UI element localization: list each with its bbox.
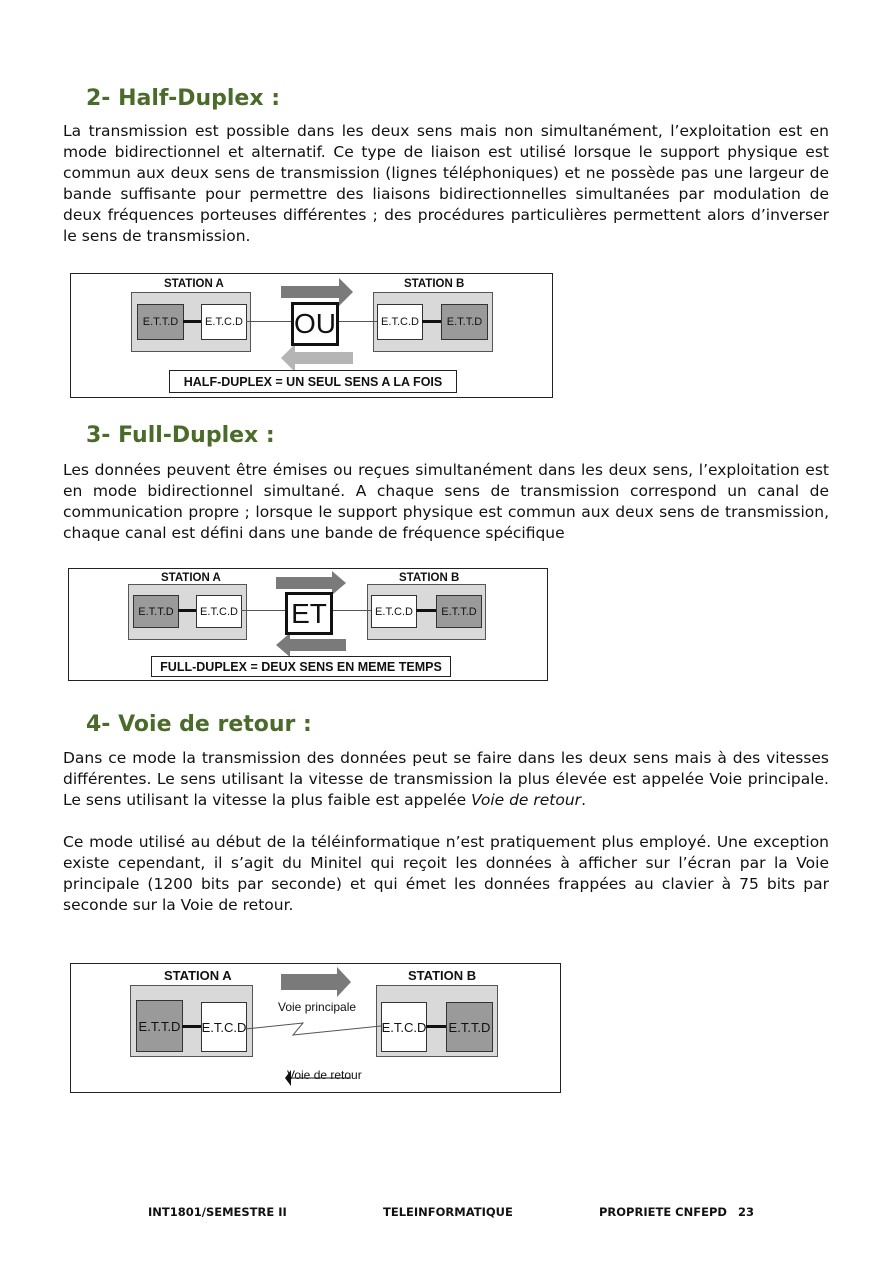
paragraph-voie-de-retour-1: Dans ce mode la transmission des données peut se faire dans les deux sens mais à des vitesses différentes. Le sens utilisant la vitesse de transmission la plus élevée est appelée Voie principale. Le sens utilisant la vitesse la plus faible est appelée Voie de retour.: [63, 749, 829, 809]
link-a: [183, 320, 201, 323]
station-b-label: STATION B: [404, 278, 465, 290]
ettd-b: E.T.T.D: [436, 595, 482, 628]
station-b-label: STATION B: [408, 968, 477, 983]
station-b-label: STATION B: [399, 572, 460, 584]
ettd-b: E.T.T.D: [441, 304, 488, 340]
etcd-b: E.T.C.D: [377, 304, 423, 340]
half-duplex-diagram: [70, 273, 553, 398]
voie-principale-label: Voie principale: [278, 1000, 357, 1014]
full-duplex-diagram: [68, 568, 548, 681]
link-b: [422, 320, 441, 323]
section-title-voie-de-retour: 4- Voie de retour :: [86, 712, 312, 737]
etcd-a: E.T.C.D: [201, 1002, 247, 1052]
full-duplex-caption: FULL-DUPLEX = DEUX SENS EN MEME TEMPS: [151, 656, 451, 677]
footer-subject: TELEINFORMATIQUE: [383, 1205, 513, 1219]
badge-et: ET: [285, 592, 333, 635]
ettd-a: E.T.T.D: [136, 1000, 183, 1052]
section-title-half-duplex: 2- Half-Duplex :: [86, 86, 280, 111]
paragraph-voie-de-retour-2: Ce mode utilisé au début de la téléinformatique n’est pratiquement plus employé. Une exception existe cependant, il s’agit du Minitel qui reçoit les données à afficher sur l’écran par la Voie principale (1200 bits par seconde) et qui émet les données frappées au clavier à 75 bits par seconde sur la Voie de retour.: [63, 833, 829, 914]
footer-course: INT1801/SEMESTRE II: [148, 1205, 287, 1219]
voie-de-retour-diagram: [70, 963, 561, 1093]
half-duplex-caption: HALF-DUPLEX = UN SEUL SENS A LA FOIS: [169, 370, 457, 393]
etcd-b: E.T.C.D: [381, 1002, 427, 1052]
link-a: [178, 609, 196, 612]
link-b: [426, 1025, 446, 1028]
voie-de-retour-label: Voie de retour: [287, 1068, 362, 1082]
voie-de-retour-italic: Voie de retour: [471, 791, 582, 809]
footer-owner: PROPRIETE CNFEPD: [599, 1205, 727, 1219]
ettd-b: E.T.T.D: [446, 1002, 493, 1052]
page-number: 23: [738, 1205, 755, 1219]
station-a-label: STATION A: [161, 572, 221, 584]
station-a-label: STATION A: [164, 278, 224, 290]
section-title-full-duplex: 3- Full-Duplex :: [86, 423, 275, 448]
link-a: [182, 1025, 201, 1028]
etcd-a: E.T.C.D: [201, 304, 247, 340]
paragraph-half-duplex: La transmission est possible dans les deux sens mais non simultanément, l’exploitation est en mode bidirectionnel et alternatif. Ce type de liaison est utilisé lorsque le support physique est commun aux deux sens de transmission (lignes téléphoniques) et ne possède pas une largeur de bande suffisante pour permettre des liaisons bidirectionnelles simultanées par modulation de deux fréquences porteuses différentes ; des procédures particulières permettent alors d’inverser le sens de transmission.: [63, 122, 829, 245]
station-a-label: STATION A: [164, 968, 232, 983]
ettd-a: E.T.T.D: [137, 304, 184, 340]
ettd-a: E.T.T.D: [133, 595, 179, 628]
etcd-a: E.T.C.D: [196, 595, 242, 628]
badge-ou: OU: [291, 302, 339, 346]
link-b: [416, 609, 436, 612]
paragraph-full-duplex: Les données peuvent être émises ou reçues simultanément dans les deux sens, l’exploitation est en mode bidirectionnel simultané. A chaque sens de transmission correspond un canal de communication propre ; lorsque le support physique est commun aux deux sens de transmission, chaque canal est défini dans une bande de fréquence spécifique: [63, 461, 829, 542]
etcd-b: E.T.C.D: [371, 595, 417, 628]
